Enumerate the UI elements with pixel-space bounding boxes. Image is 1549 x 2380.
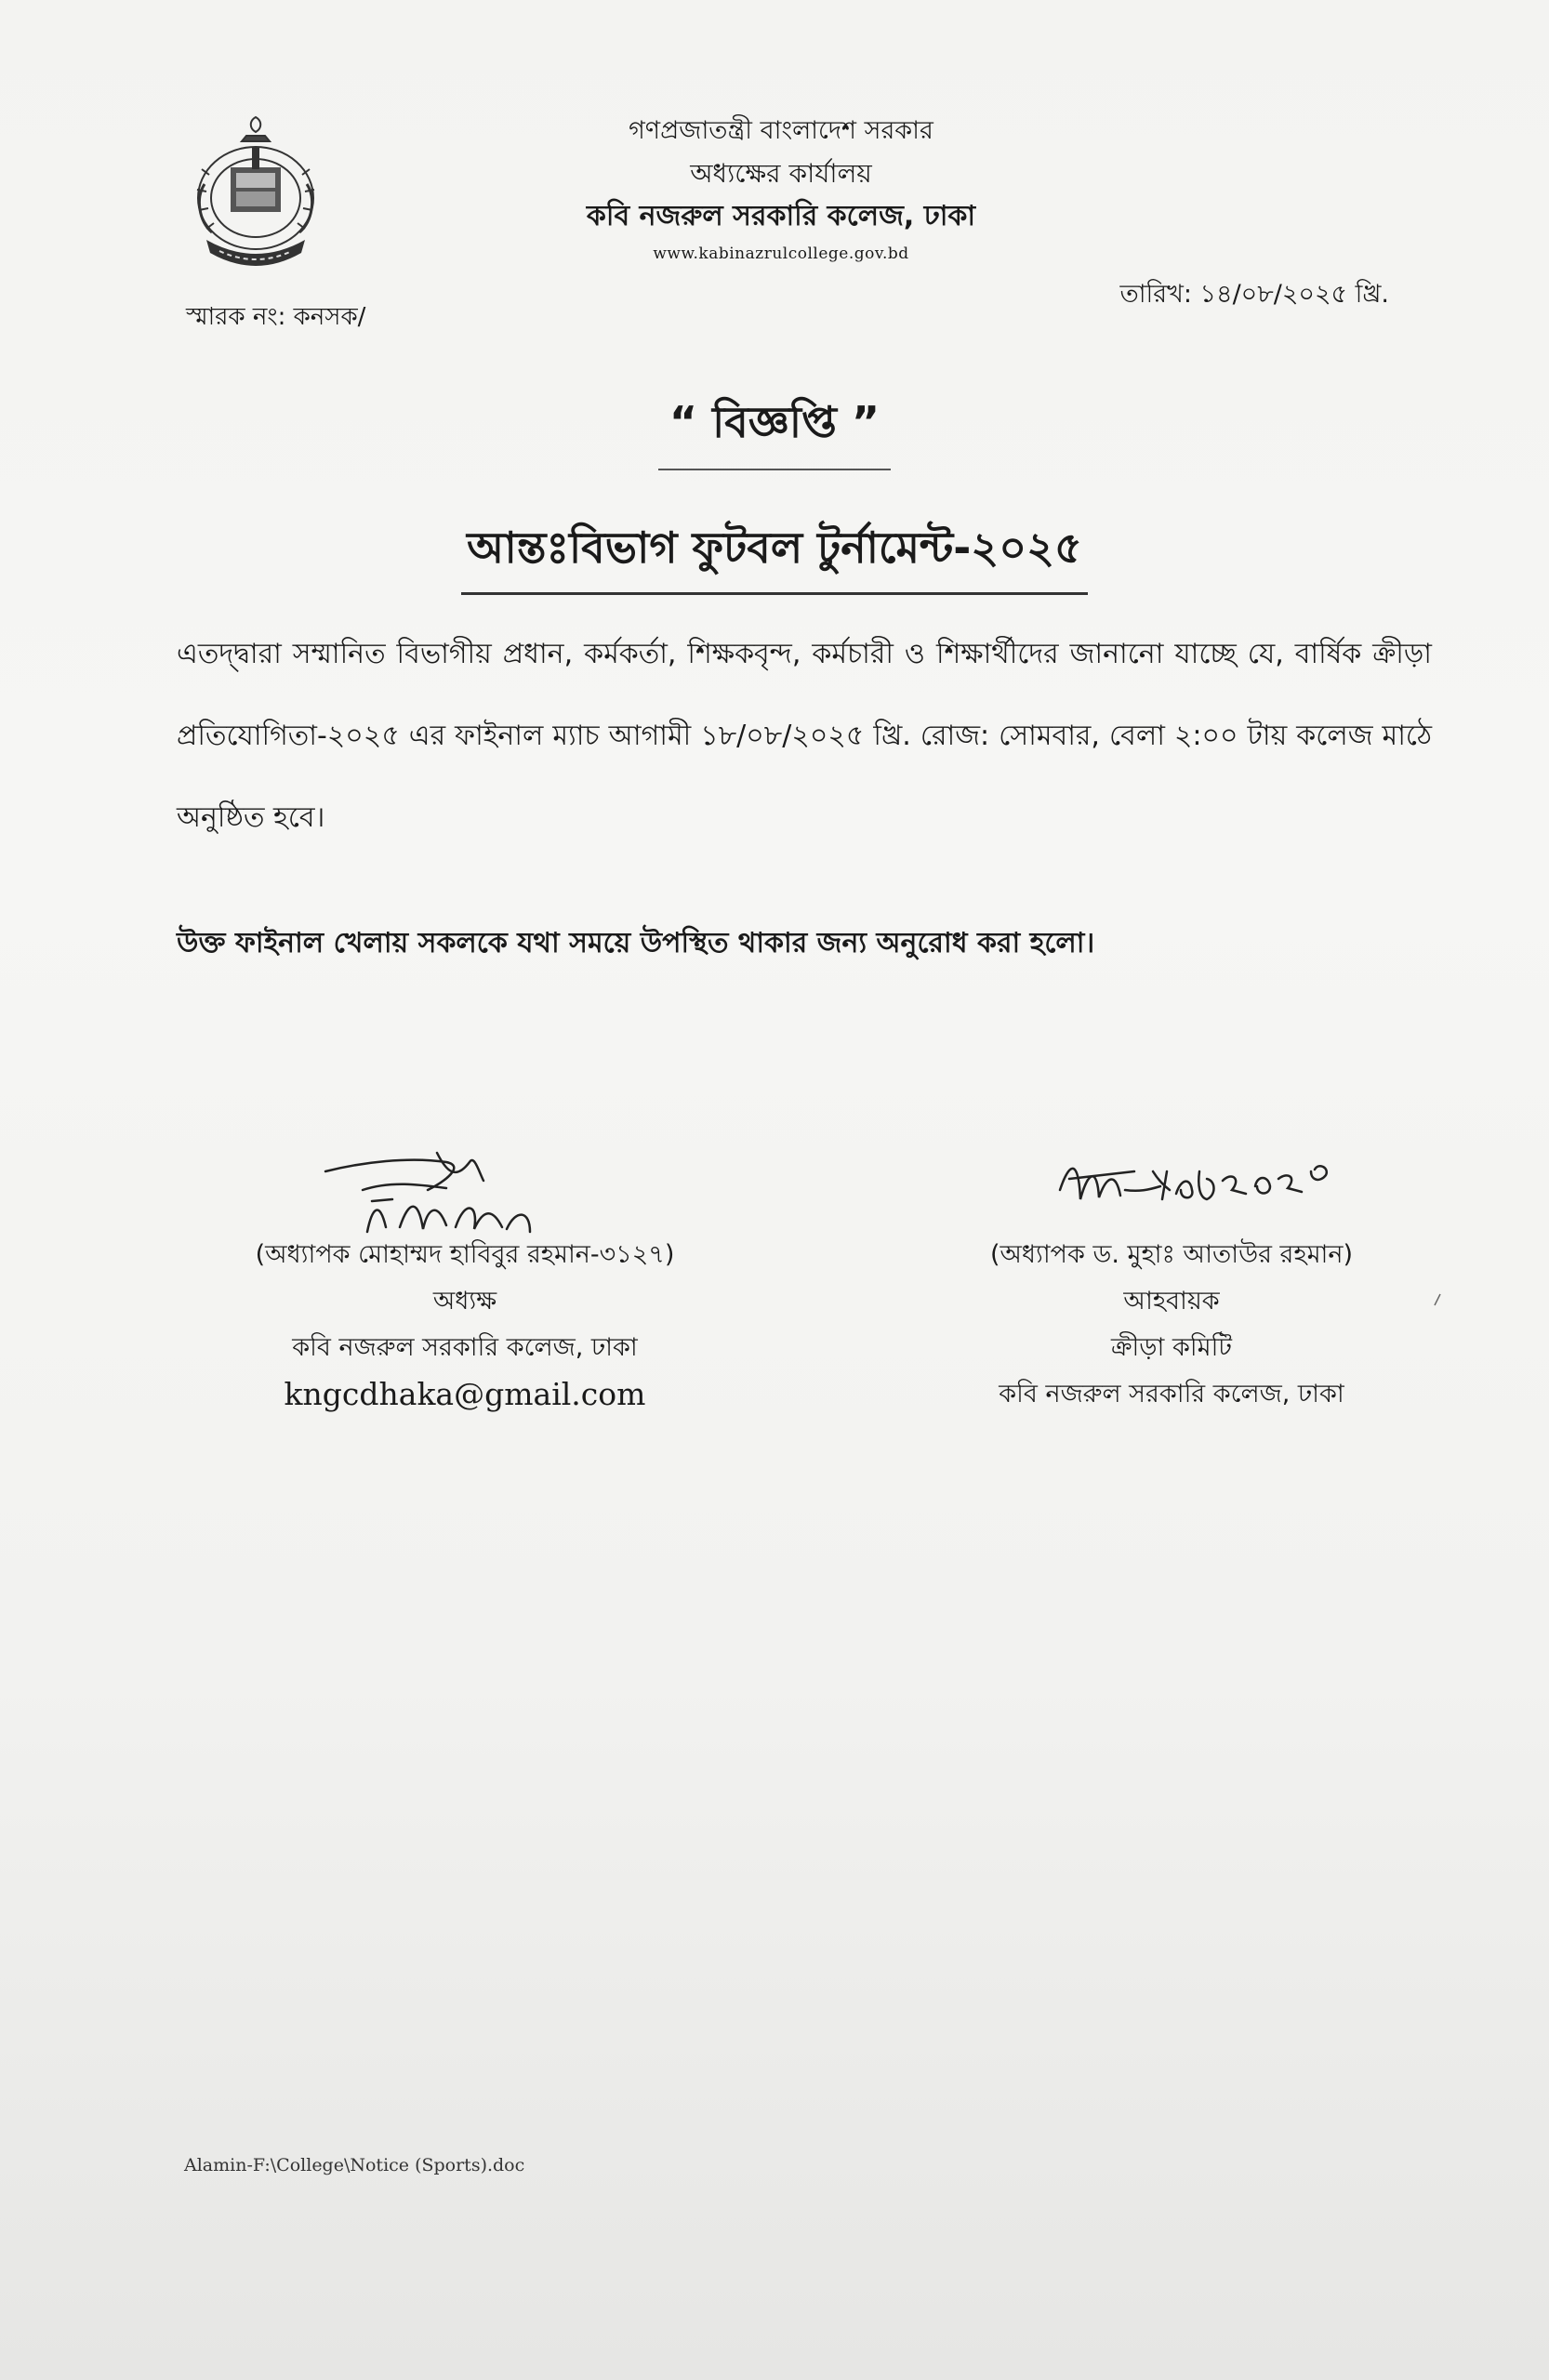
convener-signature-icon [1051, 1134, 1357, 1236]
paper-mark-icon [1432, 1292, 1443, 1307]
principal-designation: অধ্যক্ষ [432, 1287, 497, 1316]
college-name: কবি নজরুল সরকারি কলেজ, ঢাকা [586, 200, 976, 232]
college-website: www.kabinazrulcollege.gov.bd [653, 245, 909, 263]
convener-institution: কবি নজরুল সরকারি কলেজ, ঢাকা [999, 1380, 1344, 1408]
college-seal-icon [186, 110, 325, 277]
notice-title [0, 390, 1549, 470]
principal-name: (অধ্যাপক মোহাম্মদ হাবিবুর রহমান-৩১২৭) [255, 1240, 675, 1269]
principal-institution: কবি নজরুল সরকারি কলেজ, ঢাকা [292, 1333, 638, 1362]
notice-title-text: “ বিজ্ঞপ্তি ” [658, 390, 891, 470]
attendance-request: উক্ত ফাইনাল খেলায় সকলকে যথা সময়ে উপস্থিত থাকার জন্য অনুরোধ করা হলো। [177, 927, 1095, 959]
tournament-title-text: আন্তঃবিভাগ ফুটবল টুর্নামেন্ট-২০২৫ [461, 516, 1088, 595]
notice-date: তারিখ: ১৪/০৮/২০২৫ খ্রি. [1119, 280, 1389, 309]
convener-signatory [883, 1232, 1460, 1418]
convener-designation: আহবায়ক [1123, 1287, 1220, 1316]
office-name: অধ্যক্ষের কার্যালয় [690, 158, 872, 189]
notice-body: এতদ্দ্বারা সম্মানিত বিভাগীয় প্রধান, কর্মকর্তা, শিক্ষকবৃন্দ, কর্মচারী ও শিক্ষার্থীদের জানানো যাচ্ছে যে, বার্ষিক ক্রীড়া প্রতিযোগিতা-২০২৫ এর ফাইনাল ম্যাচ আগামী ১৮/০৮/২০২৫ খ্রি. রোজ: সোমবার, বেলা ২:০০ টায় কলেজ মাঠে অনুষ্ঠিত হবে। [177, 638, 1432, 834]
memo-number: স্মারক নং: কনসক/ [186, 303, 366, 331]
principal-signatory [186, 1232, 744, 1418]
government-name: গণপ্রজাতন্ত্রী বাংলাদেশ সরকার [629, 116, 933, 145]
tournament-title [0, 516, 1549, 595]
convener-name: (অধ্যাপক ড. মুহাঃ আতাউর রহমান) [989, 1240, 1354, 1269]
letterhead [521, 110, 1041, 270]
principal-signature-icon [307, 1144, 642, 1246]
document-file-path: Alamin-F:\College\Notice (Sports).doc [184, 2155, 525, 2175]
principal-email: kngcdhaka@gmail.com [284, 1376, 646, 1412]
convener-committee: ক্রীড়া কমিটি [1110, 1333, 1233, 1362]
